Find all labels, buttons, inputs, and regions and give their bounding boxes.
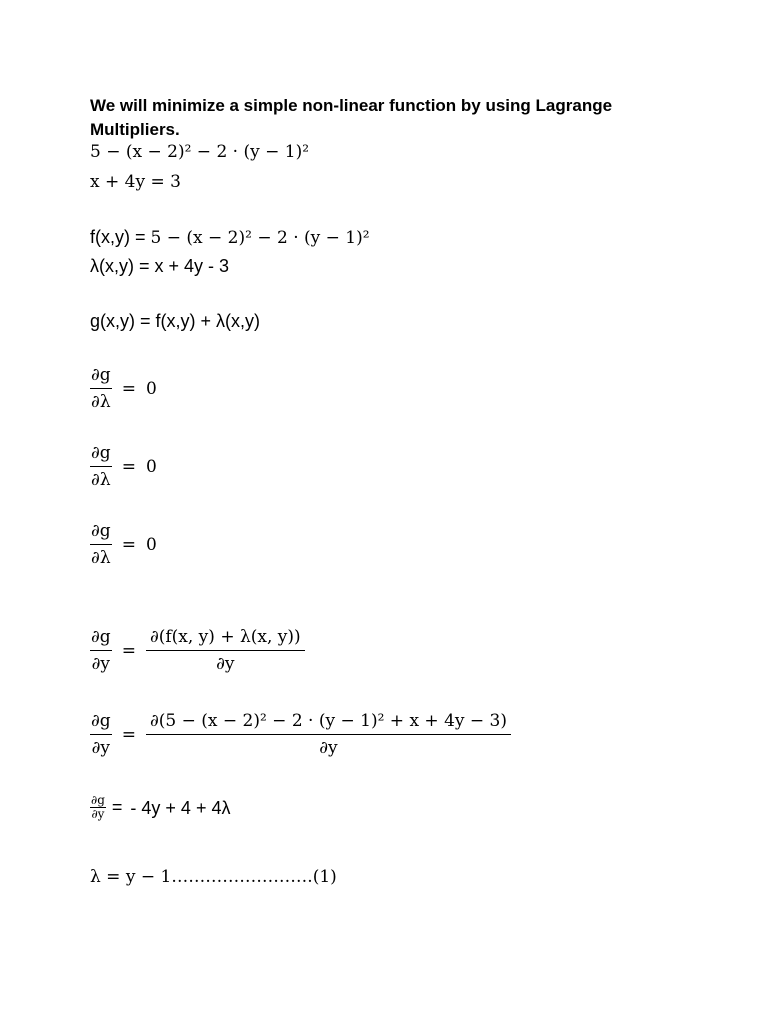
equals-sign: = bbox=[121, 724, 136, 745]
fraction-numerator: ∂g bbox=[90, 364, 112, 389]
fraction-denominator: ∂λ bbox=[91, 470, 111, 490]
f-label: f(x,y) = bbox=[90, 227, 151, 247]
fraction-denominator: ∂λ bbox=[91, 548, 111, 568]
dgdy-expanded-equation bbox=[90, 710, 511, 759]
equals-sign: = bbox=[121, 456, 136, 477]
fraction-denominator: ∂y bbox=[216, 654, 235, 674]
rhs-fraction bbox=[146, 710, 511, 759]
partial-equation bbox=[90, 442, 157, 491]
partial-equation bbox=[90, 364, 157, 413]
fraction-numerator: ∂(f(x, y) + λ(x, y)) bbox=[146, 626, 305, 651]
fraction-denominator: ∂λ bbox=[91, 392, 111, 412]
fraction-numerator: ∂g bbox=[90, 710, 112, 735]
simplified-rhs: - 4y + 4 + 4λ bbox=[130, 797, 231, 818]
dgdy-small-fraction bbox=[90, 794, 106, 821]
partial-fraction bbox=[90, 520, 112, 569]
fraction-denominator: ∂y bbox=[91, 738, 111, 758]
partial-fraction bbox=[90, 442, 112, 491]
lambda-definition: λ(x,y) = x + 4y - 3 bbox=[90, 256, 230, 276]
partial-rhs: 0 bbox=[145, 534, 157, 555]
dgdy-fraction bbox=[90, 710, 112, 759]
dgdy-fraction bbox=[90, 626, 112, 675]
fraction-numerator: ∂(5 − (x − 2)² − 2 · (y − 1)² + x + 4y − 3) bbox=[146, 710, 511, 735]
fraction-numerator: ∂g bbox=[90, 442, 112, 467]
partial-rhs: 0 bbox=[145, 378, 157, 399]
g-definition: g(x,y) = f(x,y) + λ(x,y) bbox=[90, 311, 261, 331]
intro-text: We will minimize a simple non-linear function by using Lagrange Multipliers. bbox=[90, 96, 613, 139]
equals-sign: = bbox=[121, 534, 136, 555]
fraction-numerator: ∂g bbox=[90, 520, 112, 545]
equals-sign: = bbox=[111, 797, 123, 817]
fraction-numerator: ∂g bbox=[90, 626, 112, 651]
objective-equation: 5 − (x − 2)² − 2 · (y − 1)² bbox=[90, 142, 310, 162]
dgdy-equation bbox=[90, 626, 305, 675]
fraction-denominator: ∂y bbox=[91, 807, 105, 821]
dgdy-simplified-equation bbox=[90, 794, 230, 821]
partial-rhs: 0 bbox=[145, 456, 157, 477]
constraint-equation: x + 4y = 3 bbox=[90, 172, 181, 192]
equals-sign: = bbox=[121, 640, 136, 661]
partial-equation bbox=[90, 520, 157, 569]
f-definition bbox=[90, 226, 370, 249]
equals-sign: = bbox=[121, 378, 136, 399]
f-expression: 5 − (x − 2)² − 2 · (y − 1)² bbox=[150, 228, 370, 248]
partial-fraction bbox=[90, 364, 112, 413]
fraction-denominator: ∂y bbox=[91, 654, 111, 674]
lambda-result-equation: λ = y − 1…………………….(1) bbox=[90, 867, 337, 887]
fraction-denominator: ∂y bbox=[319, 738, 338, 758]
rhs-fraction bbox=[146, 626, 305, 675]
fraction-numerator: ∂g bbox=[91, 793, 105, 807]
